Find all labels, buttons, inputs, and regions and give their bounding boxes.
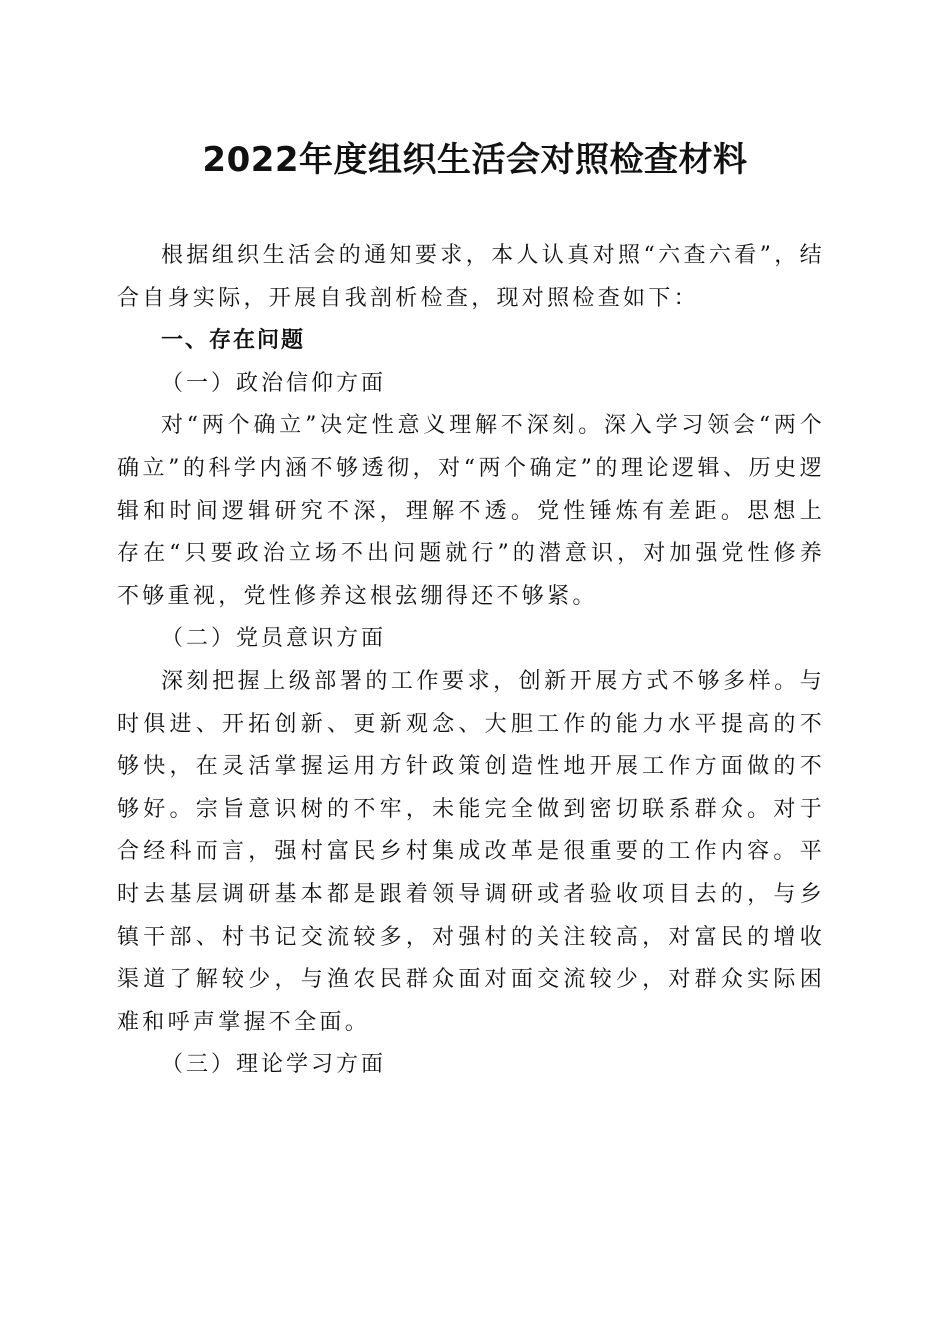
document-title: 2022年度组织生活会对照检查材料: [202, 140, 748, 180]
section-heading-problems: 一、存在问题: [161, 328, 306, 354]
political-belief-paragraph: 对“两个确立”决定性意义理解不深刻。深入学习领会“两个确立”的科学内涵不够透彻，对“两个确定”的理论逻辑、历史逻辑和时间逻辑研究不深，理解不透。党性锤炼有差距。思想上存在“只要政治立场不出问题就行”的潜意识，对加强党性修养不够重视，党性修养这根弦绷得还不够紧。: [117, 413, 825, 609]
party-awareness-paragraph: 深刻把握上级部署的工作要求，创新开展方式不够多样。与时俱进、开拓创新、更新观念、大胆工作的能力水平提高的不够快，在灵活掌握运用方针政策创造性地开展工作方面做的不够好。宗旨意识树的不牢，未能完全做到密切联系群众。对于合经科而言，强村富民乡村集成改革是很重要的工作内容。平时去基层调研基本都是跟着领导调研或者验收项目去的，与乡镇干部、村书记交流较多，对强村的关注较高，对富民的增收渠道了解较少，与渔农民群众面对面交流较少，对群众实际困难和呼声掌握不全面。: [117, 668, 825, 1035]
subsection-heading-political-belief: （一）政治信仰方面: [161, 370, 387, 396]
document-body: [117, 235, 825, 1087]
subsection-heading-party-awareness: （二）党员意识方面: [161, 626, 387, 652]
subsection-heading-theory-study: （三）理论学习方面: [161, 1052, 387, 1078]
intro-paragraph: 根据组织生活会的通知要求，本人认真对照“六查六看”，结合自身实际，开展自我剖析检查，现对照检查如下：: [117, 243, 825, 311]
